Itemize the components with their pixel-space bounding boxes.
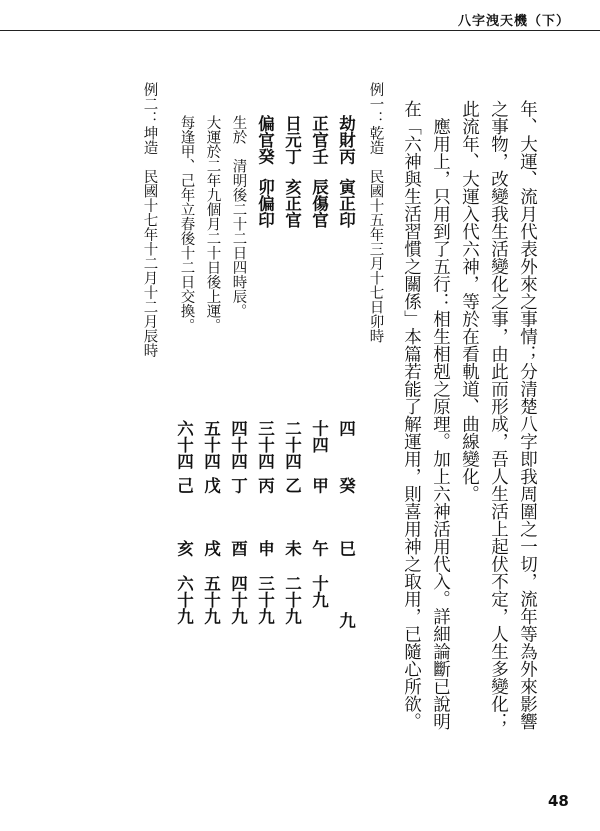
luck-stem: 乙 <box>282 477 302 494</box>
luck-stem: 甲 <box>309 477 329 494</box>
example2-heading: 例二：坤造 民國十七年十二月十二月辰時 <box>141 82 158 358</box>
luck-end-age: 十九 <box>309 575 329 608</box>
luck-branch: 申 <box>255 540 275 557</box>
luck-start-age: 五十四 <box>201 420 221 470</box>
pillar-hour-branch: 卯偏印 <box>255 178 275 228</box>
luck-end-age: 四十九 <box>228 575 248 625</box>
pillar-hour <box>256 115 273 228</box>
pillar-day-stem: 日元丁 <box>282 115 302 165</box>
paragraph-line-4: 應用上，只用到了五行：相生相剋之原理。加上六神活用代入。詳細論斷已說明 <box>430 100 451 730</box>
page-number: 48 <box>548 792 569 810</box>
pillar-year-stem: 劫財丙 <box>336 115 356 165</box>
pillar-month <box>310 115 327 228</box>
luck-branch: 戌 <box>201 540 221 557</box>
luck-stem: 丁 <box>228 477 248 494</box>
paragraph-line-2: 之事物，改變我生活變化之事，由此而形成，吾人生活上起伏不定，人生多變化； <box>488 100 509 730</box>
luck-start-age: 四十四 <box>228 420 248 470</box>
pillar-year <box>337 115 354 228</box>
luck-start-age: 二十四 <box>282 420 302 470</box>
header-rule <box>0 30 600 31</box>
luck-end-age: 九 <box>336 612 356 629</box>
pillar-hour-stem: 偏官癸 <box>255 115 275 165</box>
luck-end-age: 六十九 <box>174 575 194 625</box>
pillar-day <box>283 115 300 228</box>
luck-branch: 午 <box>309 540 329 557</box>
luck-stem: 丙 <box>255 477 275 494</box>
paragraph-line-5: 在「六神與生活習慣之關係」本篇若能了解運用，則喜用神之取用，已隨心所欲。 <box>401 100 422 730</box>
luck-start-age: 三十四 <box>255 420 275 470</box>
luck-start-age: 六十四 <box>174 420 194 470</box>
luck-stem: 癸 <box>336 477 356 494</box>
example1-heading: 例一：乾造 民國十五年三月十七日卯時 <box>367 82 384 343</box>
luck-end-age: 二十九 <box>282 575 302 625</box>
paragraph-line-1: 年、大運、流月代表外來之事情；分清楚八字即我周圍之一切，流年等為外來影響 <box>517 100 538 730</box>
luck-stem: 己 <box>174 477 194 494</box>
luck-branch: 亥 <box>174 540 194 557</box>
luck-branch: 未 <box>282 540 302 557</box>
pillar-month-branch: 辰傷官 <box>309 178 329 228</box>
luck-end-age: 五十九 <box>201 575 221 625</box>
luck-branch: 酉 <box>228 540 248 557</box>
luck-stem: 戊 <box>201 477 221 494</box>
pillar-year-branch: 寅正印 <box>336 178 356 228</box>
pillar-month-stem: 正官壬 <box>309 115 329 165</box>
note-luck-change: 每逢甲、己年立春後十二日交換。 <box>178 115 195 333</box>
paragraph-line-3: 此流年、大運入代六神，等於在看軌道、曲線變化。 <box>459 100 480 503</box>
luck-start-age: 十四 <box>309 420 329 453</box>
running-header-title: 八字洩天機（下） <box>457 14 570 29</box>
pillar-day-branch: 亥正官 <box>282 178 302 228</box>
luck-branch: 巳 <box>336 540 356 557</box>
luck-end-age: 三十九 <box>255 575 275 625</box>
note-birth: 生於 清明後二十二日四時辰。 <box>230 115 247 318</box>
note-luck-start: 大運於二年九個月二十日後上運。 <box>204 115 221 333</box>
luck-start-age: 四 <box>336 420 356 437</box>
